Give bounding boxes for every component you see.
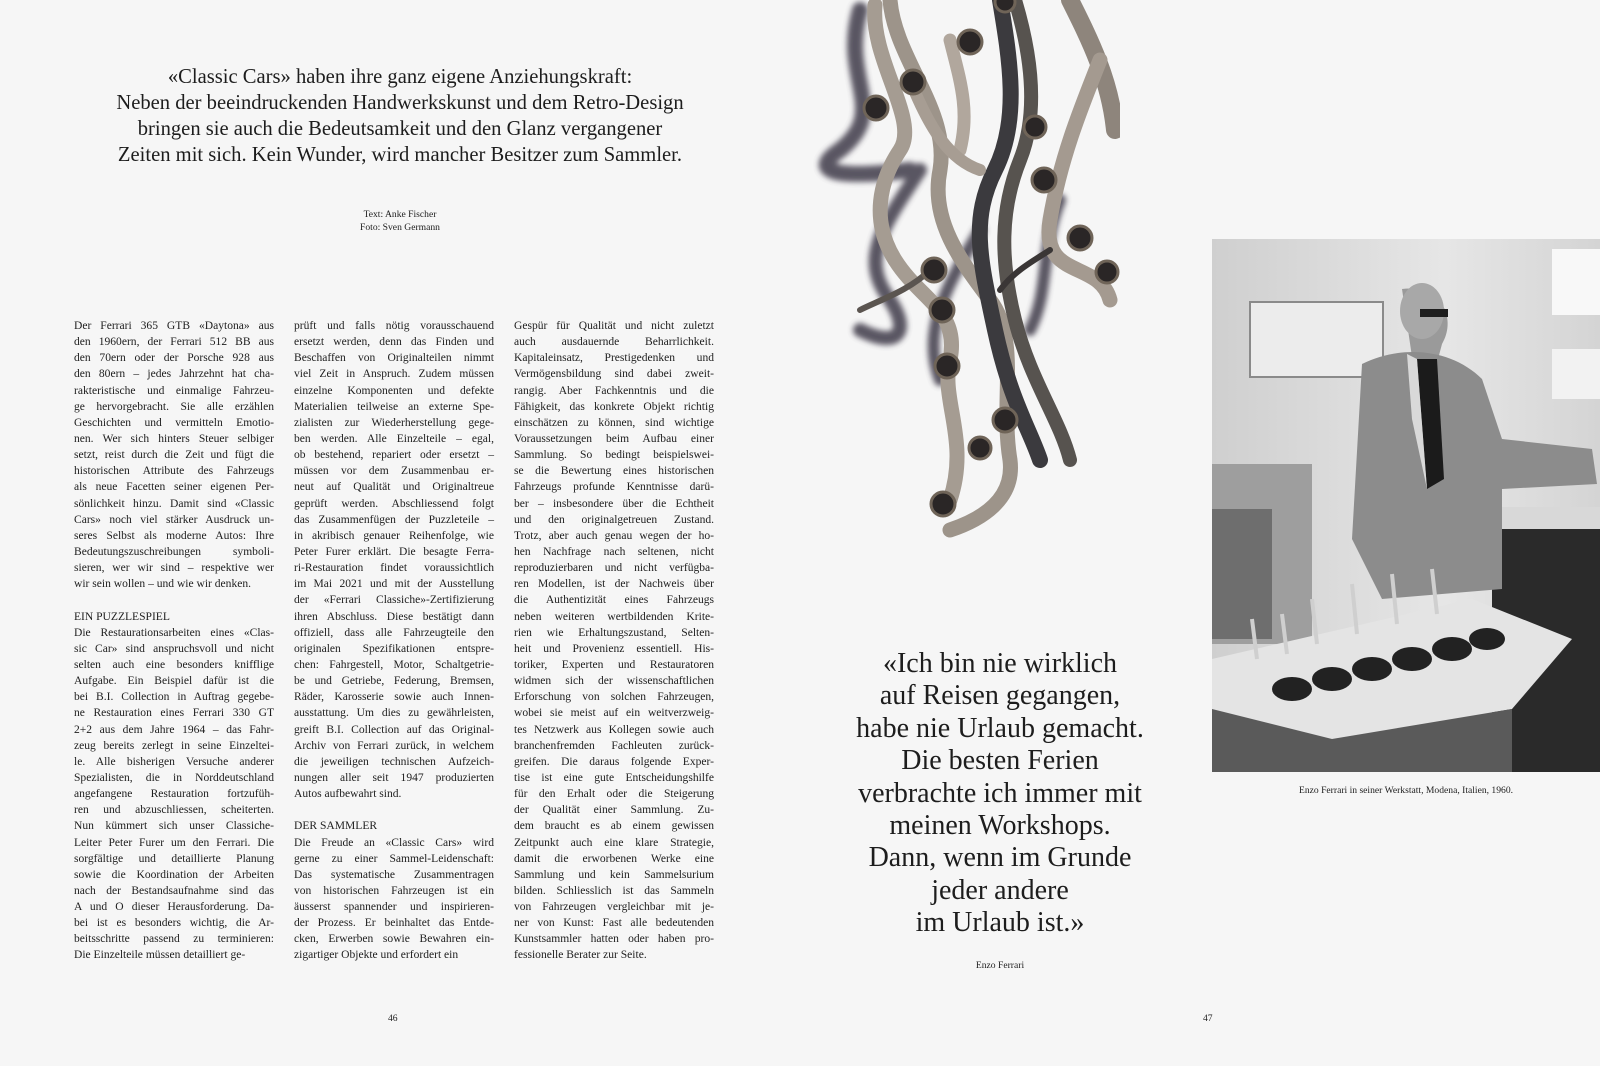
body-text-line: einschätzen zu können, sind wichtige [514, 416, 714, 429]
body-text-line: Trotz, aber auch genau wegen der ho- [514, 529, 714, 542]
quote-line: Die besten Ferien [901, 745, 1099, 777]
body-text-line: A und O dieser Herausforderung. Da- [74, 901, 274, 914]
body-text-line: und den originalgetreuen Zustand. [514, 513, 714, 526]
body-text-line: der Prozess. Er beinhaltet das Entde- [294, 917, 494, 930]
body-text-line: Die Freude an «Classic Cars» wird [294, 836, 494, 849]
body-text-line: Der Ferrari 365 GTB «Daytona» aus [74, 320, 274, 332]
enzo-ferrari-photo [1212, 239, 1600, 772]
body-column-1 [74, 318, 274, 964]
body-text-line: le. Alle bisherigen Versuche anderer [74, 755, 274, 768]
body-text-line: nen. Wer sich hinters Steuer selbiger [74, 432, 274, 445]
body-text-line: prüft und falls nötig vorausschauend [294, 320, 494, 332]
body-text-line: originalen Spezifikationen entspre- [294, 642, 494, 655]
body-text-line: die Authentizität eines Fahrzeugs [514, 594, 714, 607]
body-text-line: Spezialisten, die in Norddeutschland [74, 771, 274, 784]
body-text-line: nach der Bestandsaufnahme sind das [74, 884, 274, 897]
body-text-line: widmen sich der wissenschaftlichen [514, 675, 714, 688]
body-text-line: 2+2 aus dem Jahre 1964 – das Fahr- [74, 723, 274, 736]
quote-line: im Urlaub ist.» [915, 907, 1085, 939]
body-text-line: auch ausdauernde Beharrlichkeit. [514, 336, 714, 349]
body-text-line: als neue Facetten seiner eigenen Per- [74, 481, 274, 494]
body-text-line: viel Zeit in Anspruch. Zudem müssen [294, 368, 494, 381]
body-text-line: Materialien teilweise an externe Spe- [294, 400, 494, 413]
quote-line: verbrachte ich immer mit [858, 777, 1142, 809]
body-text-line: zialisten zur Wiederherstellung gege- [294, 416, 494, 429]
body-text-line: einzelne Komponenten und defekte [294, 384, 494, 397]
body-text-line: sönlichkeit hinzu. Damit sind «Classic [74, 497, 274, 510]
body-text-line: Die Einzelteile müssen detailliert ge- [74, 949, 246, 962]
body-text-line: Das systematische Zusammentragen [294, 868, 494, 881]
body-text-line: nungen aller seit 1947 produzierten [294, 771, 494, 784]
body-text-line: Peter Furer erklärt. Die besagte Ferra- [294, 545, 494, 558]
body-text-line: Kapitaleinsatz, Prestigedenken und [514, 352, 714, 365]
body-text-line: den 1960ern, der Ferrari 512 BB aus [74, 336, 274, 349]
body-text-line: sorgfältige und detaillierte Planung [74, 852, 274, 865]
body-text-line: ne Restauration eines Ferrari 330 GT [74, 707, 274, 720]
body-text-line: heit und Provenienz essentiell. His- [514, 642, 714, 655]
body-text-line: Archiv von Ferrari zurück, in welchem [294, 739, 494, 752]
body-text-line: sieren, wer wir sind – respektive wer [74, 562, 274, 575]
body-text-line: cken, Erwerben sowie Bewahren ein- [294, 933, 494, 946]
quote-line: jeder andere [931, 874, 1069, 906]
body-text-line: ner von Kunst: Fast alle bedeutenden [514, 917, 714, 930]
body-text-line: ge hervorgebracht. Sie alle erzählen [74, 400, 274, 413]
body-text-line: von Fahrzeugen vergleichbar mit je- [514, 901, 714, 914]
page-number-right: 47 [1203, 1013, 1213, 1024]
body-text-line: Autos aufbewahrt sind. [294, 788, 402, 801]
body-text-line: greift B.I. Collection auf das Original- [294, 723, 494, 736]
body-text-line: reproduzierbaren und nicht verfügba- [514, 562, 714, 575]
body-text-line: Gespür für Qualität und nicht zuletzt [514, 320, 714, 332]
body-text-line: se die Bewertung eines historischen [514, 465, 714, 478]
body-text-line: bei B.I. Collection in Auftrag gegebe- [74, 691, 274, 704]
body-text-line: zeug bereits zerlegt in seine Einzeltei- [74, 739, 274, 752]
body-text-line: be und Getriebe, Federung, Bremsen, [294, 675, 494, 688]
workshop-scene [1212, 239, 1600, 772]
body-text-line: ausstattung. Um dies zu gewährleisten, [294, 707, 494, 720]
quote-line: auf Reisen gegangen, [879, 680, 1121, 712]
body-text-line: ben werden. Alle Einzelteile – egal, [294, 432, 494, 445]
body-text-line: ri-Restauration findet voraussichtlich [294, 562, 494, 575]
body-text-line: im Mai 2021 und mit der Ausstellung [294, 578, 494, 591]
body-text-line: äusserst spannender und inspirieren- [294, 901, 494, 914]
body-text-line: von historischen Fahrzeugen ist ein [294, 884, 494, 897]
body-text-line: ersetzt werden, denn das Finden und [294, 336, 494, 349]
body-text-line: setzt, reist durch die Zeit und fügt die [74, 449, 274, 462]
body-text-line: beitsschritte passend zu terminieren: [74, 933, 274, 946]
quote-line: «Ich bin nie wirklich [882, 648, 1118, 679]
body-text-line: ber – insbesondere über die Echtheit [514, 497, 714, 510]
body-text-line: ihren Abschluss. Diese bestätigt dann [294, 610, 494, 623]
body-text-line: den 70ern oder der Porsche 928 aus [74, 352, 274, 365]
photo-credit: Foto: Sven Germann [360, 222, 440, 233]
body-text-line: das Zusammenfügen der Puzzleteile – [294, 513, 494, 526]
body-text-line: branchenfremden Fachleuten zurück- [514, 739, 714, 752]
body-text-line: Zeitpunkt auch eine klare Strategie, [514, 836, 714, 849]
body-text-line: gerne zu einer Sammel-Leidenschaft: [294, 852, 494, 865]
body-text-line: historischen Attribute des Fahrzeugs [74, 465, 274, 478]
lead-line: Neben der beeindruckenden Handwerkskunst und dem Retro-Design [116, 92, 684, 114]
body-text-line: Räder, Karosserie sowie auch Innen- [294, 691, 494, 704]
lead-line: bringen sie auch die Bedeutsamkeit und den Glanz vergangener [137, 118, 663, 140]
quote-author: Enzo Ferrari [975, 960, 1025, 971]
body-text-line: die jeweiligen technischen Aufzeich- [294, 755, 494, 768]
body-text-line: bilden. Schliesslich ist das Sammeln [514, 884, 714, 897]
body-text-line: neben weiteren wertbildenden Krite- [514, 610, 714, 623]
body-text-line: Kunstsammler hatten oder haben pro- [514, 933, 714, 946]
body-text-line: bei ist es besonders wichtig, die Ar- [74, 917, 274, 930]
body-text-line: Fahrzeugs profunde Kenntnisse darü- [514, 481, 714, 494]
body-text-line: müssen vor dem Zusammenbau er- [294, 465, 494, 478]
body-text-line: Vermögensbildung sind dabei zweit- [514, 368, 714, 381]
body-text-line: ren Modellen, ist der Nachweis über [514, 578, 714, 591]
body-text-line: Aufgabe. Ein Beispiel dafür ist die [74, 675, 274, 688]
body-text-line: neut auf Qualität und Originaltreue [294, 481, 494, 494]
body-text-line: fessionelle Berater zur Seite. [514, 949, 647, 962]
body-text-line: zigartiger Objekte und erfordert ein [294, 949, 459, 962]
body-text-line: rien wie Erhaltungszustand, Selten- [514, 626, 714, 639]
body-text-line: greifen. Die daraus folgende Exper- [514, 755, 714, 768]
lead-line: «Classic Cars» haben ihre ganz eigene Anziehungskraft: [167, 66, 633, 88]
body-text-line: Sammlung und kein Sammelsurium [514, 868, 714, 881]
section-heading: EIN PUZZLESPIEL [74, 610, 170, 623]
paragraph-gap [74, 592, 274, 608]
body-text-line: der Qualität einer Sammlung. Zu- [514, 804, 714, 817]
body-text-line: Cars» noch viel stärker Ausdruck un- [74, 513, 274, 526]
pull-quote [830, 648, 1170, 940]
body-text-line: Leiter Peter Furer um den Ferrari. Die [74, 836, 274, 849]
body-text-line: ob bestehend, repariert oder ersetzt – [294, 449, 494, 462]
section-heading: DER SAMMLER [294, 820, 378, 833]
body-text-line: wobei sie meist auf ein weitverzweig- [514, 707, 714, 720]
body-text-line: dem braucht es ab einem gewissen [514, 820, 714, 833]
body-text-line: Geschichten und vermitteln Emotio- [74, 416, 274, 429]
body-text-line: Erforschung von solchen Fahrzeugen, [514, 691, 714, 704]
quote-line: habe nie Urlaub gemacht. [856, 712, 1144, 744]
body-text-line: Nun kümmert sich unser Classiche- [74, 820, 274, 833]
body-text-line: Sammlung. So bedingt beispielswei- [514, 449, 714, 462]
quote-line: Dann, wenn im Grunde [868, 842, 1132, 874]
body-text-line: rakteristische und einmalige Fahrzeu- [74, 384, 274, 397]
text-credit: Text: Anke Fischer [363, 209, 437, 220]
body-text-line: sic Car» sind anspruchsvoll und nicht [74, 642, 274, 655]
body-text-line: Die Restaurationsarbeiten eines «Clas- [74, 626, 274, 639]
body-text-line: wir sein wollen – und wie wir denken. [74, 578, 252, 591]
body-text-line: selten auch eine besonders knifflige [74, 658, 274, 671]
photo-caption: Enzo Ferrari in seiner Werkstatt, Modena, Italien, 1960. [1298, 785, 1514, 796]
body-text-line: chen: Fahrgestell, Motor, Schaltgetrie- [294, 658, 494, 671]
lead-paragraph [80, 64, 720, 168]
body-text-line: damit die erworbenen Werke eine [514, 852, 714, 865]
body-column-2 [294, 318, 494, 964]
quote-line: meinen Workshops. [889, 810, 1111, 842]
body-text-line: in akribisch genauer Reihenfolge, wie [294, 529, 494, 542]
page-number-left: 46 [388, 1013, 398, 1024]
body-text-line: Bedeutungszuschreibungen symboli- [74, 545, 274, 558]
body-text-line: rangig. Aber Fachkenntnis und die [514, 384, 714, 397]
body-text-line: geprüft werden. Abschliessend folgt [294, 497, 494, 510]
credits [250, 208, 550, 234]
body-text-line: den 80ern – jedes Jahrzehnt hat cha- [74, 368, 274, 381]
body-text-line: hen Nachfrage nach seltenen, nicht [514, 545, 714, 558]
body-text-line: der «Ferrari Classiche»-Zertifizierung [294, 594, 494, 607]
body-text-line: Fähigkeit, das konkrete Objekt richtig [514, 400, 714, 413]
lead-line: Zeiten mit sich. Kein Wunder, wird mancher Besitzer zum Sammler. [117, 144, 683, 166]
paragraph-gap [294, 802, 494, 818]
body-text-line: tise ist eine gute Entscheidungshilfe [514, 771, 714, 784]
body-text-line: Beschaffen von Originalteilen nimmt [294, 352, 494, 365]
body-text-line: offiziell, dass alle Fahrzeugteile den [294, 626, 494, 639]
right-page [800, 0, 1600, 1066]
body-text-line: Voraussetzungen beim Aufbau einer [514, 432, 714, 445]
body-text-line: sowie die Koordination der Arbeiten [74, 868, 274, 881]
body-column-3 [514, 318, 714, 964]
body-text-line: angefangene Restauration fortzufüh- [74, 788, 274, 801]
body-text-line: toriker, Experten und Restauratoren [514, 658, 714, 671]
body-text-line: tes Netzwerk aus Kollegen sowie auch [514, 723, 714, 736]
exhaust-manifold-photo [800, 0, 1120, 560]
body-text-line: für den Erhalt oder die Steigerung [514, 788, 714, 801]
body-text-line: ren und abzuschliessen, scheiterten. [74, 804, 274, 817]
body-text-line: seres Selbst als moderne Autos: Ihre [74, 529, 274, 542]
